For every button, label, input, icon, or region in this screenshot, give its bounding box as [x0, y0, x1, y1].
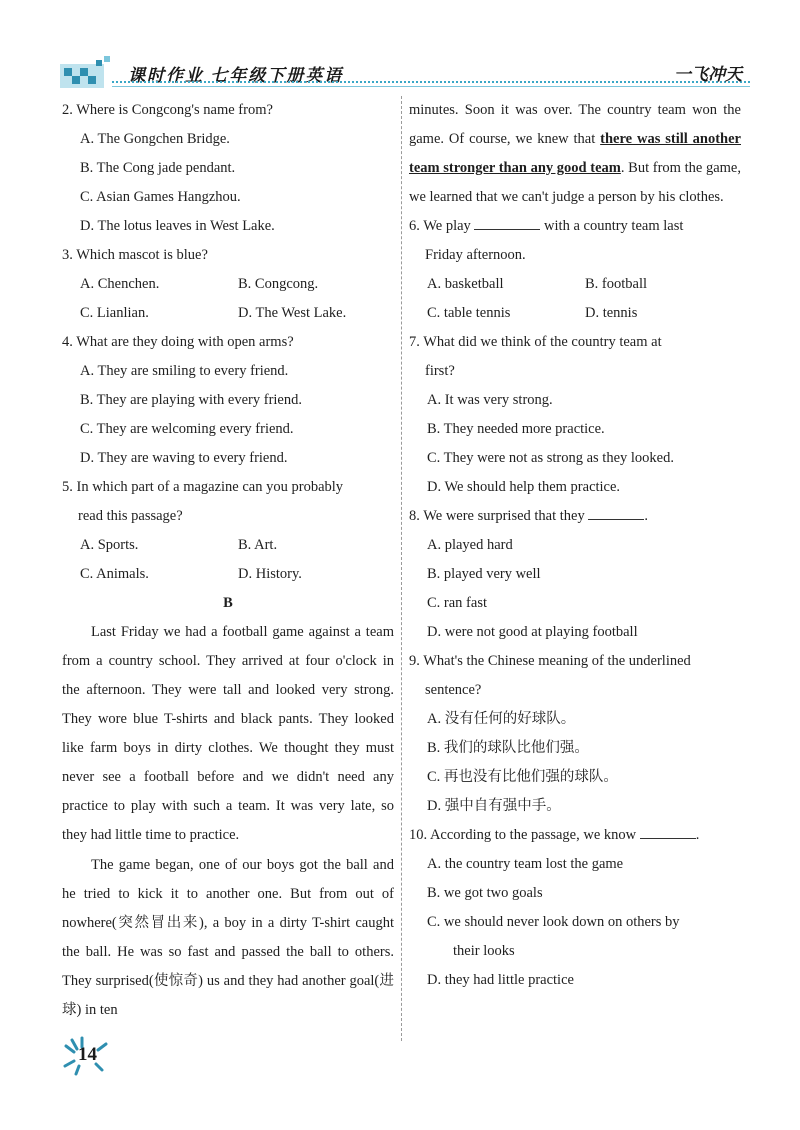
- question-5-stem-line-2: read this passage?: [78, 508, 183, 524]
- question-6-options-row-1: [409, 270, 741, 299]
- page-number: 14: [78, 1044, 97, 1065]
- checkered-logo-icon: [60, 56, 112, 90]
- question-3-options-row-1: [62, 270, 394, 299]
- question-6-stem-part-1: 6. We play: [409, 218, 471, 234]
- passage-paragraph-2: The game began, one of our boys got the ball and he tried to kick it to another one. But from out of nowhere(突然冒出来), a boy in a dirty T-shirt caught the ball. He was so fast and passed the ball to others. They surprised(使惊奇) us and they had another goal(进球) in ten: [62, 857, 394, 1018]
- question-2-option-a: A. The Gongchen Bridge.: [80, 131, 230, 147]
- question-10-option-b: B. we got two goals: [427, 885, 543, 901]
- question-6-option-c: C. table tennis: [427, 305, 511, 321]
- question-6-stem-line-2: Friday afternoon.: [425, 247, 526, 263]
- question-9-option-c: C. 再也没有比他们强的球队。: [427, 769, 618, 785]
- page-header: [60, 56, 750, 92]
- question-5-option-d: D. History.: [238, 566, 302, 582]
- question-8-stem-part-2: .: [644, 508, 648, 524]
- question-5-option-b: B. Art.: [238, 537, 278, 553]
- question-5-options-row-1: [62, 531, 394, 560]
- question-7-option-b: B. They needed more practice.: [427, 421, 605, 437]
- right-column: [409, 96, 741, 995]
- question-10-option-c-continued: their looks: [453, 943, 515, 959]
- question-10-option-d: D. they had little practice: [427, 972, 574, 988]
- question-2-stem: 2. Where is Congcong's name from?: [62, 102, 273, 118]
- header-dotted-rule: [112, 81, 750, 83]
- question-6-option-b: B. football: [585, 276, 648, 292]
- question-7-stem-line-1: 7. What did we think of the country team at: [409, 334, 662, 350]
- question-3-option-a: A. Chenchen.: [80, 276, 160, 292]
- header-brand: 一飞冲天: [674, 65, 742, 84]
- question-9-option-a: A. 没有任何的好球队。: [427, 711, 576, 727]
- question-3-option-d: D. The West Lake.: [238, 305, 347, 321]
- question-8-option-c: C. ran fast: [427, 595, 487, 611]
- question-4-option-d: D. They are waving to every friend.: [80, 450, 288, 466]
- question-8-option-d: D. were not good at playing football: [427, 624, 638, 640]
- question-8-stem: [409, 502, 741, 531]
- question-5-option-a: A. Sports.: [80, 537, 139, 553]
- question-2-option-b: B. The Cong jade pendant.: [80, 160, 236, 176]
- section-heading-b: B: [223, 595, 233, 611]
- answer-blank: [588, 505, 644, 520]
- question-2-option-d: D. The lotus leaves in West Lake.: [80, 218, 275, 234]
- question-7-stem-line-2: first?: [425, 363, 455, 379]
- question-6-option-d: D. tennis: [585, 305, 638, 321]
- question-7-option-c: C. They were not as strong as they looked.: [427, 450, 674, 466]
- page-number-badge: [62, 1036, 122, 1076]
- passage-paragraph-1: Last Friday we had a football game against a team from a country school. They arrived at four o'clock in the afternoon. They were tall and looked very strong. They wore blue T-shirts and black pants. They looked like farm boys in dirty clothes. We thought they must never see a football before and we didn't need any practice to play with such a team. It was very late, so they had little time to practice.: [62, 624, 394, 843]
- question-10-option-c: C. we should never look down on others by: [427, 914, 680, 930]
- question-10-stem-part-2: .: [695, 827, 700, 843]
- question-4-option-b: B. They are playing with every friend.: [80, 392, 302, 408]
- header-title: 课时作业 七年级下册英语: [128, 66, 344, 85]
- question-9-stem-line-1: 9. What's the Chinese meaning of the underlined: [409, 653, 691, 669]
- question-4-option-c: C. They are welcoming every friend.: [80, 421, 294, 437]
- header-rule: [112, 86, 750, 87]
- question-6-stem: [409, 212, 741, 241]
- underlined-sentence: there was still another team stronger than any good team: [409, 131, 741, 176]
- column-divider: [401, 96, 402, 1041]
- question-9-option-d: D. 强中自有强中手。: [427, 798, 561, 814]
- question-8-option-a: A. played hard: [427, 537, 513, 553]
- question-10-stem-part-1: 10. According to the passage, we know: [409, 827, 637, 843]
- question-4-stem: 4. What are they doing with open arms?: [62, 334, 294, 350]
- question-3-option-c: C. Lianlian.: [80, 305, 149, 321]
- question-10-stem: [409, 821, 741, 850]
- question-8-option-b: B. played very well: [427, 566, 541, 582]
- question-2-option-c: C. Asian Games Hangzhou.: [80, 189, 241, 205]
- question-6-option-a: A. basketball: [427, 276, 504, 292]
- passage-text-before: minutes. Soon it was over. The country team won the game. Of course, we knew that: [409, 102, 741, 147]
- question-8-stem-part-1: 8. We were surprised that they: [409, 508, 585, 524]
- question-5-options-row-2: [62, 560, 394, 589]
- question-7-option-a: A. It was very strong.: [427, 392, 553, 408]
- question-6-options-row-2: [409, 299, 741, 328]
- question-3-stem: 3. Which mascot is blue?: [62, 247, 208, 263]
- question-7-option-d: D. We should help them practice.: [427, 479, 621, 495]
- left-column: [62, 96, 394, 1025]
- question-3-option-b: B. Congcong.: [238, 276, 319, 292]
- question-6-stem-part-2: with a country team last: [544, 218, 684, 234]
- passage-continuation: [409, 96, 741, 212]
- question-10-option-a: A. the country team lost the game: [427, 856, 624, 872]
- question-3-options-row-2: [62, 299, 394, 328]
- question-4-option-a: A. They are smiling to every friend.: [80, 363, 289, 379]
- answer-blank: [474, 215, 540, 230]
- passage-text-after: . But from the game, we learned that we can't judge a person by his clothes.: [409, 160, 741, 205]
- question-9-stem-line-2: sentence?: [425, 682, 482, 698]
- answer-blank: [640, 824, 696, 839]
- question-9-option-b: B. 我们的球队比他们强。: [427, 740, 589, 756]
- question-5-option-c: C. Animals.: [80, 566, 149, 582]
- question-5-stem-line-1: 5. In which part of a magazine can you probably: [62, 479, 344, 495]
